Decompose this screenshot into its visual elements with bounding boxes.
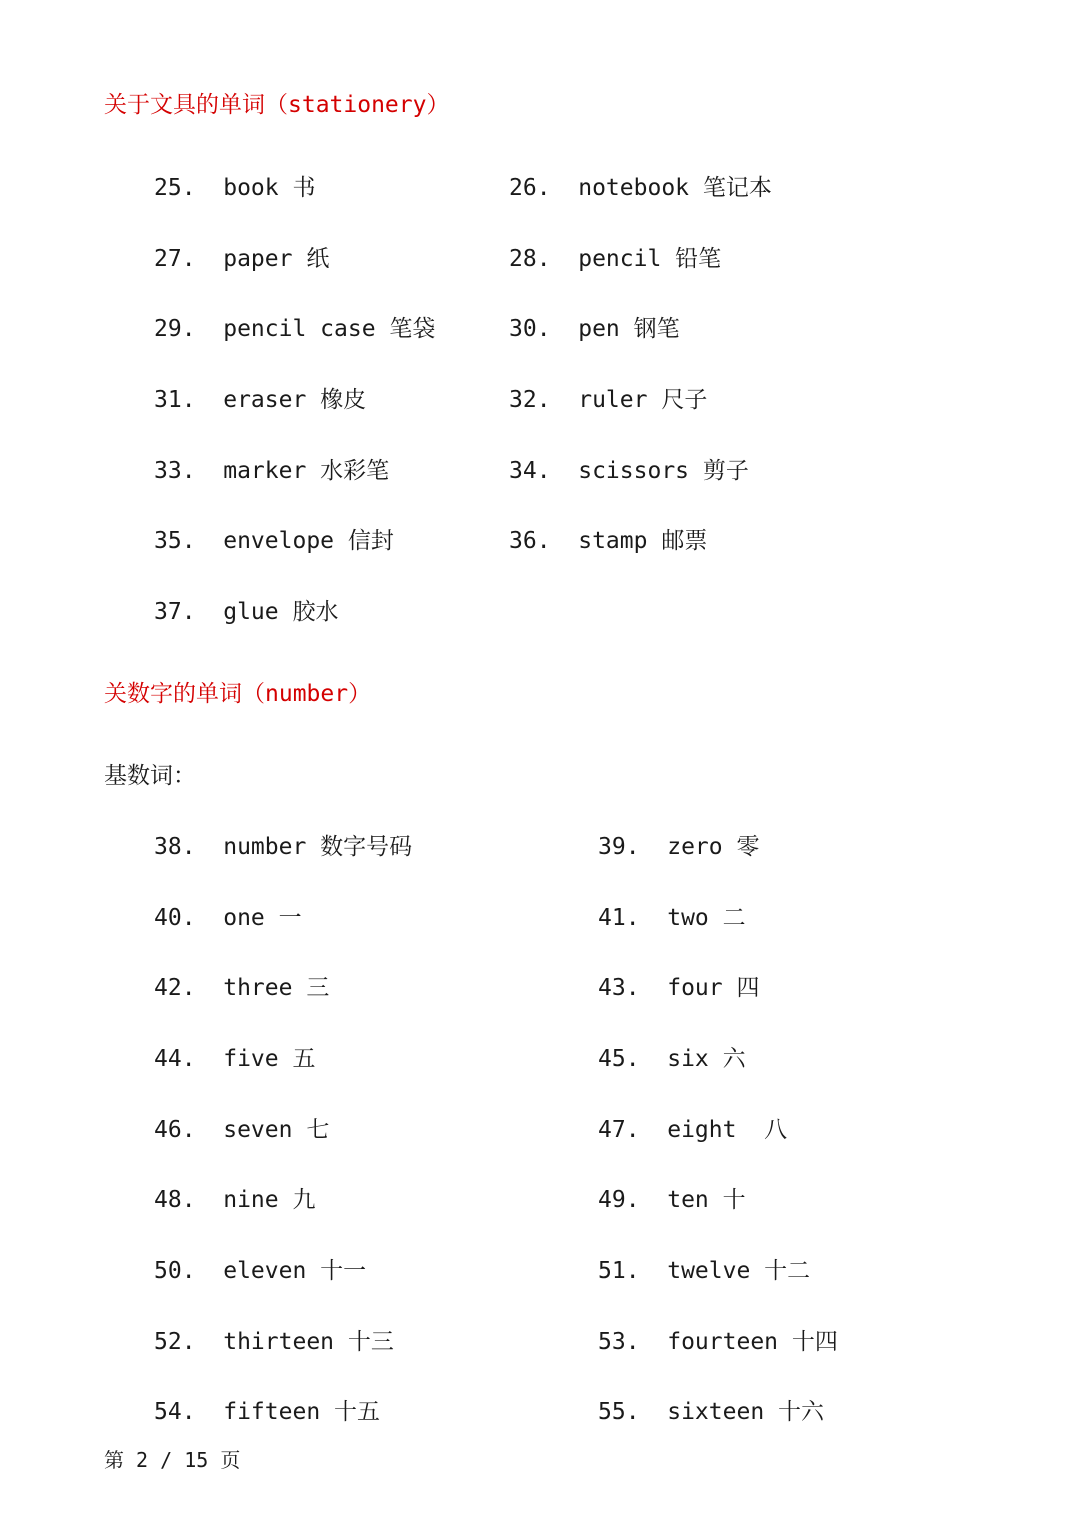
stationery-item-book: 25. book 书	[154, 175, 316, 201]
stationery-item-stamp: 36. stamp 邮票	[509, 528, 708, 554]
stationery-item-pen: 30. pen 钢笔	[509, 316, 680, 342]
number-item-six: 45. six 六	[598, 1046, 746, 1072]
stationery-item-glue: 37. glue 胶水	[154, 599, 339, 625]
stationery-item-notebook: 26. notebook 笔记本	[509, 175, 772, 201]
number-item-nine: 48. nine 九	[154, 1187, 316, 1213]
stationery-item-pencil-case: 29. pencil case 笔袋	[154, 316, 436, 342]
number-item-number: 38. number 数字号码	[154, 834, 413, 860]
number-item-twelve: 51. twelve 十二	[598, 1258, 811, 1284]
stationery-item-pencil: 28. pencil 铅笔	[509, 246, 722, 272]
number-item-zero: 39. zero 零	[598, 834, 760, 860]
number-item-thirteen: 52. thirteen 十三	[154, 1329, 394, 1355]
stationery-item-paper: 27. paper 纸	[154, 246, 330, 272]
number-item-five: 44. five 五	[154, 1046, 316, 1072]
stationery-item-envelope: 35. envelope 信封	[154, 528, 394, 554]
number-item-fifteen: 54. fifteen 十五	[154, 1399, 381, 1425]
stationery-item-ruler: 32. ruler 尺子	[509, 387, 708, 413]
number-item-four: 43. four 四	[598, 975, 760, 1001]
number-item-sixteen: 55. sixteen 十六	[598, 1399, 825, 1425]
number-item-fourteen: 53. fourteen 十四	[598, 1329, 838, 1355]
number-item-ten: 49. ten 十	[598, 1187, 746, 1213]
number-item-two: 41. two 二	[598, 905, 746, 931]
stationery-heading: 关于文具的单词（stationery）	[104, 92, 450, 118]
number-heading: 关数字的单词（number）	[104, 681, 372, 707]
number-item-three: 42. three 三	[154, 975, 330, 1001]
number-item-eight: 47. eight 八	[598, 1117, 788, 1143]
stationery-item-eraser: 31. eraser 橡皮	[154, 387, 367, 413]
number-item-seven: 46. seven 七	[154, 1117, 330, 1143]
number-item-one: 40. one 一	[154, 905, 302, 931]
stationery-item-scissors: 34. scissors 剪子	[509, 458, 749, 484]
page-number: 第 2 / 15 页	[104, 1448, 241, 1472]
cardinal-numbers-subheading: 基数词：	[104, 763, 196, 789]
number-item-eleven: 50. eleven 十一	[154, 1258, 367, 1284]
stationery-item-marker: 33. marker 水彩笔	[154, 458, 390, 484]
